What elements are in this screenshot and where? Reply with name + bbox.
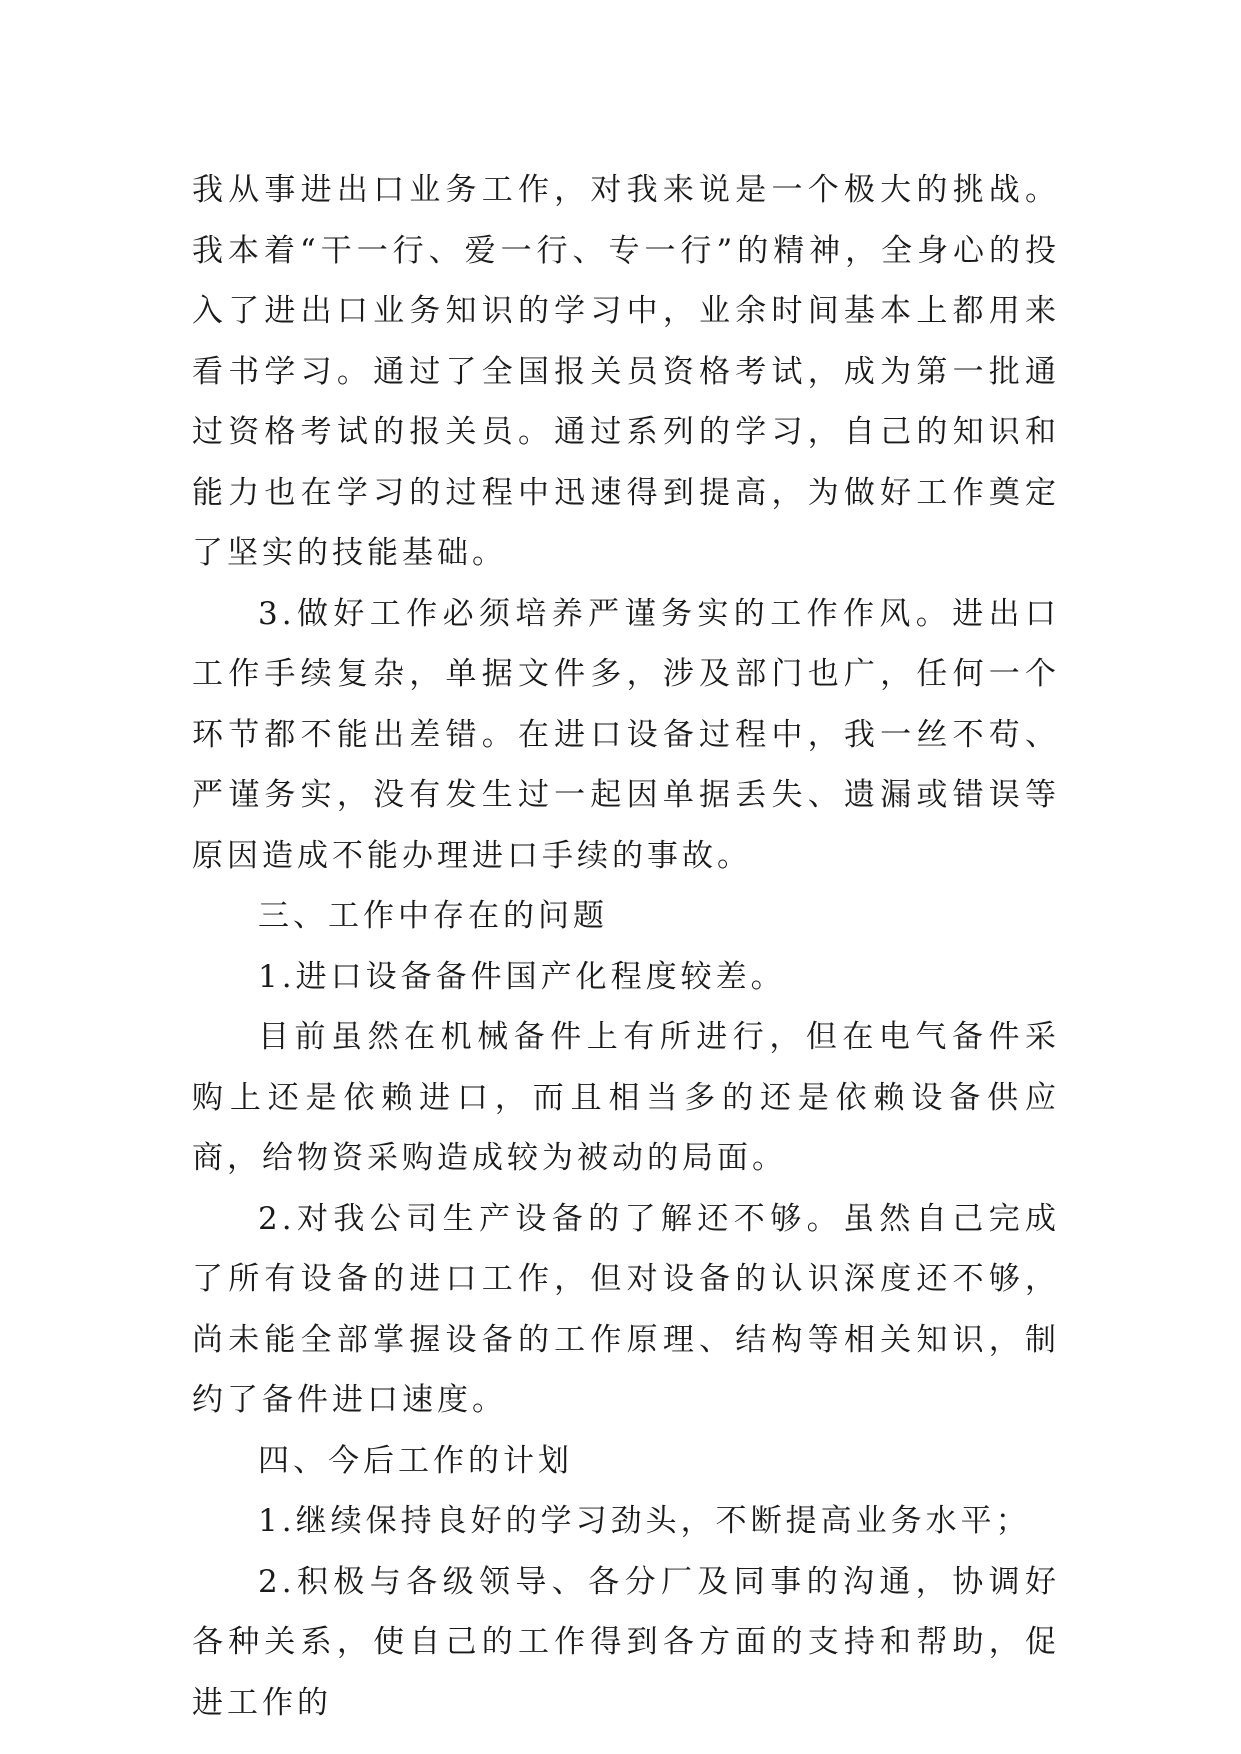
paragraph-1: 我从事进出口业务工作，对我来说是一个极大的挑战。我本着“干一行、爱一行、专一行”的精神，全身心的投入了进出口业务知识的学习中，业余时间基本上都用来看书学习。通过了全国报关员资格考试，成为第一批通过资格考试的报关员。通过系列的学习，自己的知识和能力也在学习的过程中迅速得到提高，为做好工作奠定了坚实的技能基础。 xyxy=(192,172,1060,571)
paragraph-2: 3.做好工作必须培养严谨务实的工作作风。进出口工作手续复杂，单据文件多，涉及部门也广，任何一个环节都不能出差错。在进口设备过程中，我一丝不苟、严谨务实，没有发生过一起因单据丢失、遗漏或错误等原因造成不能办理进口手续的事故。 xyxy=(192,595,1060,874)
paragraph-9: 2.积极与各级领导、各分厂及同事的沟通，协调好各种关系，使自己的工作得到各方面的支持和帮助，促进工作的 xyxy=(192,1563,1060,1721)
section-heading-4: 四、今后工作的计划 xyxy=(258,1442,573,1479)
paragraph-4: 1.进口设备备件国产化程度较差。 xyxy=(258,958,786,995)
document-body xyxy=(192,160,1060,1733)
paragraph-8: 1.继续保持良好的学习劲头，不断提高业务水平； xyxy=(258,1503,1031,1539)
paragraph-6: 2.对我公司生产设备的了解还不够。虽然自己完成了所有设备的进口工作，但对设备的认识深度还不够，尚未能全部掌握设备的工作原理、结构等相关知识，制约了备件进口速度。 xyxy=(192,1200,1060,1418)
paragraph-5: 目前虽然在机械备件上有所进行，但在电气备件采购上还是依赖进口，而且相当多的还是依赖设备供应商，给物资采购造成较为被动的局面。 xyxy=(192,1019,1060,1176)
section-heading-3: 三、工作中存在的问题 xyxy=(258,898,608,934)
